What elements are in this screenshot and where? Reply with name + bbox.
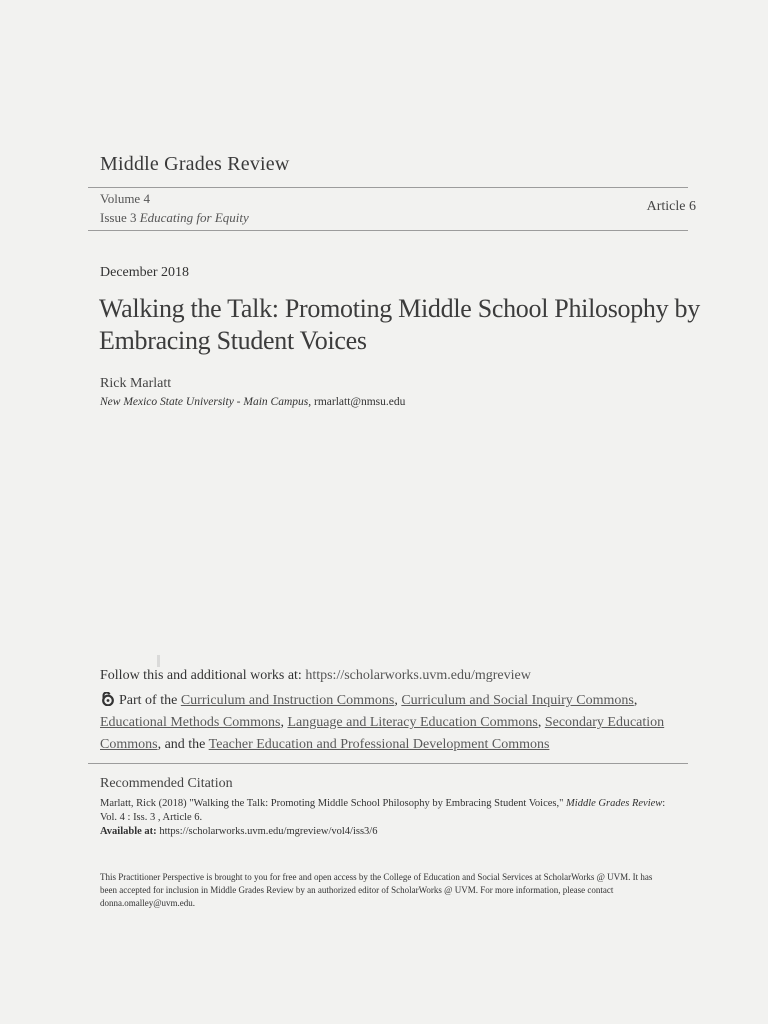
citation-heading: Recommended Citation [100,776,233,791]
journal-title: Middle Grades Review [100,153,290,175]
citation-text [100,797,680,839]
follow-url-link[interactable]: https://scholarworks.uvm.edu/mgreview [305,668,531,683]
separator: , [537,715,545,730]
separator: , [280,715,288,730]
issue-theme: Educating for Equity [139,210,249,225]
part-of-commons [100,690,670,756]
part-of-label: Part of the [119,693,178,708]
affiliation-text: New Mexico State University - Main Campus, [100,396,312,408]
available-url-link[interactable]: https://scholarworks.uvm.edu/mgreview/vol4/iss3/6 [159,826,378,837]
volume-label: Volume 4 [100,191,150,206]
available-label: Available at: [100,826,157,837]
top-divider [88,187,688,188]
issue-label [100,210,249,226]
author-name: Rick Marlatt [100,376,172,391]
bottom-divider [88,230,688,231]
follow-line [100,668,531,684]
scan-mark [157,655,160,667]
article-title: Walking the Talk: Promoting Middle School Philosophy by Embracing Student Voices [99,294,700,355]
issue-number: Issue 3 [100,210,137,225]
author-email[interactable]: rmarlatt@nmsu.edu [314,396,406,408]
article-number: Article 6 [646,199,696,214]
access-notice: This Practitioner Perspective is brought to you for free and open access by the College of Education and Social Services at ScholarWorks @ UVM. It has been accepted for inclusion in Middle Grades Review by an authorized editor of ScholarWorks @ UVM. For more information, please contact donna.omalley@uvm.edu. [100,872,653,908]
citation-divider [88,763,688,764]
separator: , [633,693,638,708]
commons-link-curriculum-instruction[interactable]: Curriculum and Instruction Commons [180,693,395,708]
citation-body: Marlatt, Rick (2018) "Walking the Talk: Promoting Middle School Philosophy by Embracing Student Voices," [100,798,564,809]
commons-link-educational-methods[interactable]: Educational Methods Commons [100,715,281,730]
citation-journal: Middle Grades Review [566,798,663,809]
follow-label: Follow this and additional works at: [100,668,302,683]
commons-link-language-literacy[interactable]: Language and Literacy Education Commons [287,715,538,730]
author-affiliation [100,396,405,408]
publication-date: December 2018 [100,265,190,280]
commons-link-curriculum-social-inquiry[interactable]: Curriculum and Social Inquiry Commons [401,693,634,708]
open-access-icon [100,692,116,706]
citation-volume: : Vol. 4 : Iss. 3 , Article 6. [100,798,666,823]
separator: , [394,693,402,708]
commons-link-teacher-education[interactable]: Teacher Education and Professional Development Commons [208,737,550,752]
commons-link-secondary-education[interactable]: Secondary Education Commons [100,715,665,752]
separator: , and the [157,737,209,752]
